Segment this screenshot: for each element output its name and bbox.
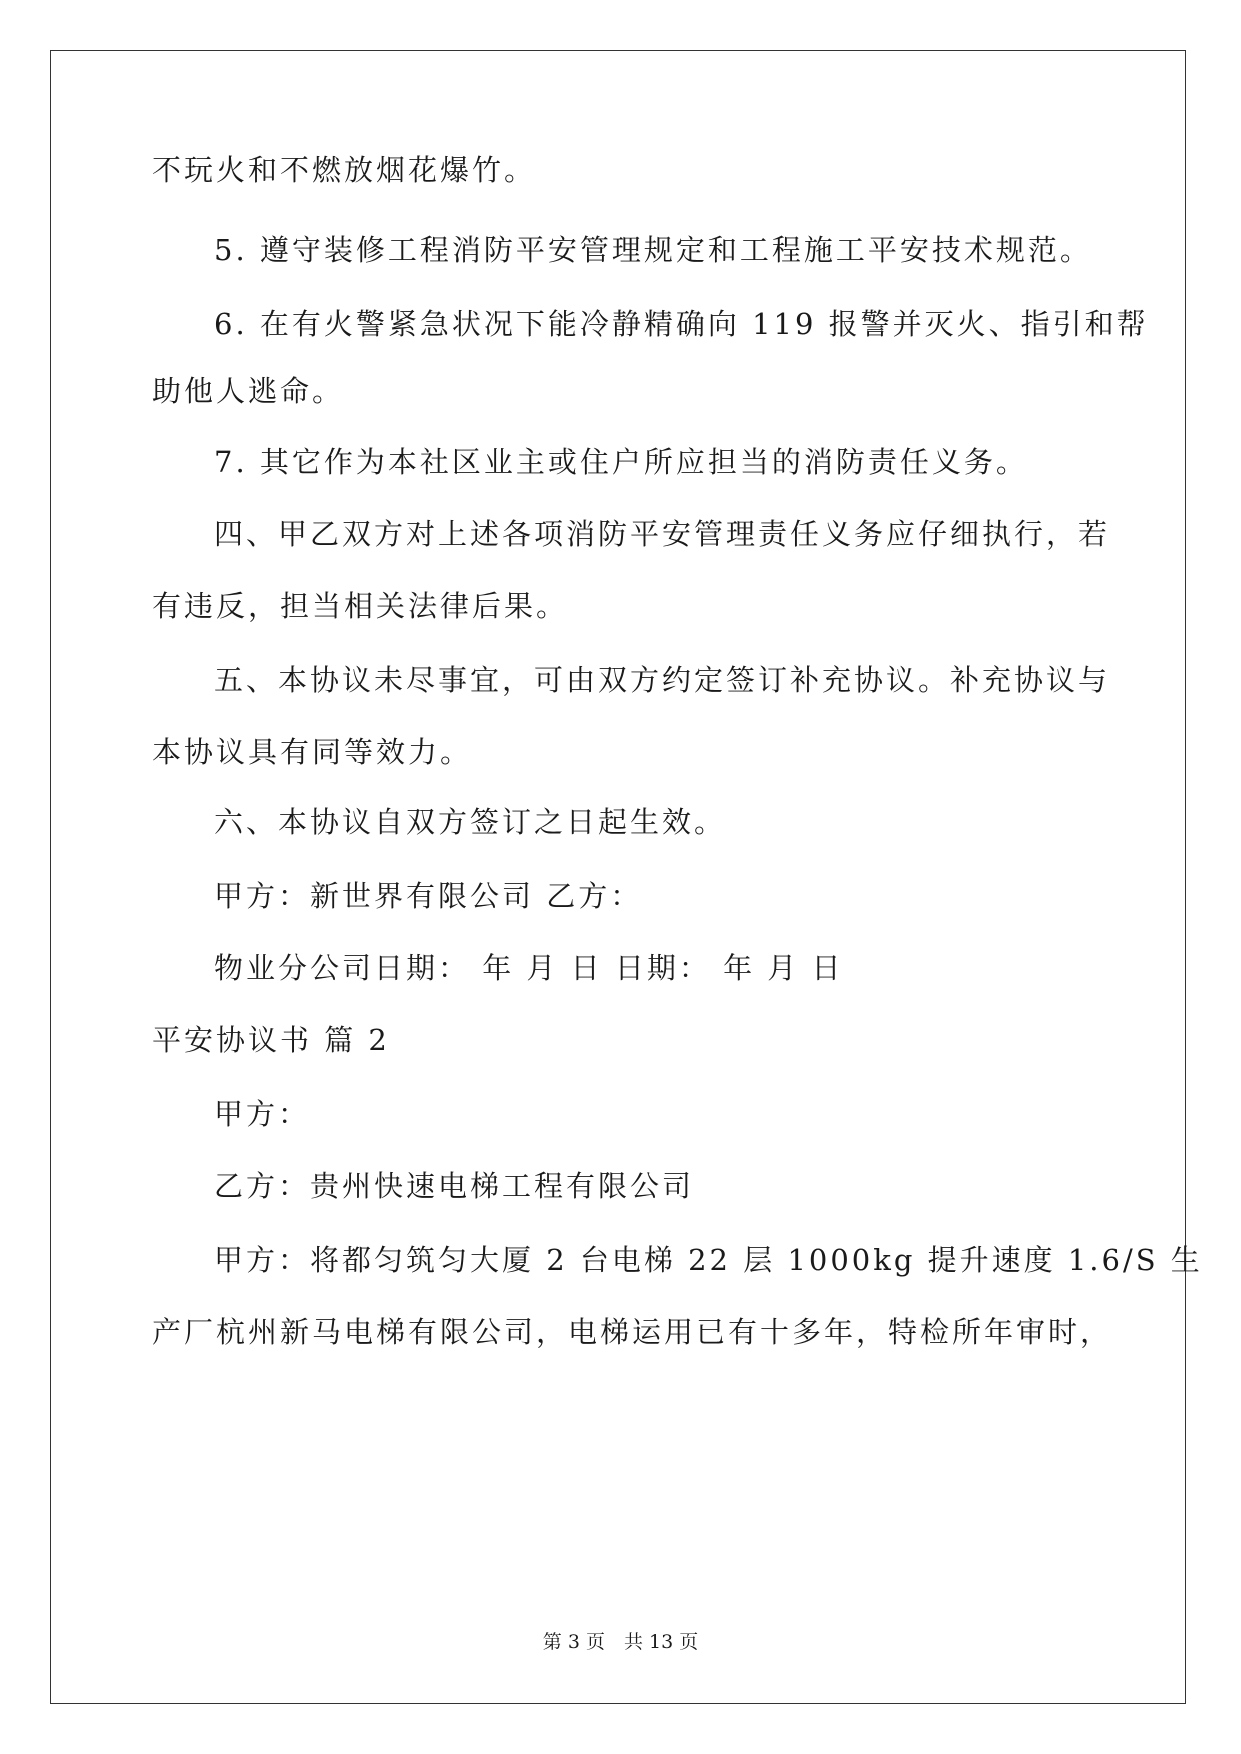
text-line: 助他人逃命。 [152,374,345,408]
text-line: 物业分公司日期： 年 月 日 日期： 年 月 日 [214,951,844,985]
text-line: 甲方：将都匀筑匀大厦 2 台电梯 22 层 1000kg 提升速度 1.6/S 生 [214,1243,1203,1277]
text-line: 四、甲乙双方对上述各项消防平安管理责任义务应仔细执行，若 [214,517,1111,551]
text-line: 5. 遵守装修工程消防平安管理规定和工程施工平安技术规范。 [214,233,1092,267]
text-line: 本协议具有同等效力。 [152,735,473,769]
text-line: 六、本协议自双方签订之日起生效。 [214,805,727,839]
text-line: 乙方：贵州快速电梯工程有限公司 [214,1169,695,1203]
text-line: 产厂杭州新马电梯有限公司，电梯运用已有十多年，特检所年审时， [152,1315,1113,1349]
text-line: 有违反，担当相关法律后果。 [152,589,569,623]
text-line: 6. 在有火警紧急状况下能冷静精确向 119 报警并灭火、指引和帮 [214,307,1149,341]
text-line: 甲方： [214,1097,311,1131]
text-line: 甲方：新世界有限公司 乙方： [214,879,643,913]
text-line: 7. 其它作为本社区业主或住户所应担当的消防责任义务。 [214,445,1028,479]
section-heading: 平安协议书 篇 2 [152,1023,390,1057]
text-line: 五、本协议未尽事宜，可由双方约定签订补充协议。补充协议与 [214,663,1111,697]
text-line: 不玩火和不燃放烟花爆竹。 [152,153,537,187]
page-number: 第 3 页 共 13 页 [542,1631,699,1653]
